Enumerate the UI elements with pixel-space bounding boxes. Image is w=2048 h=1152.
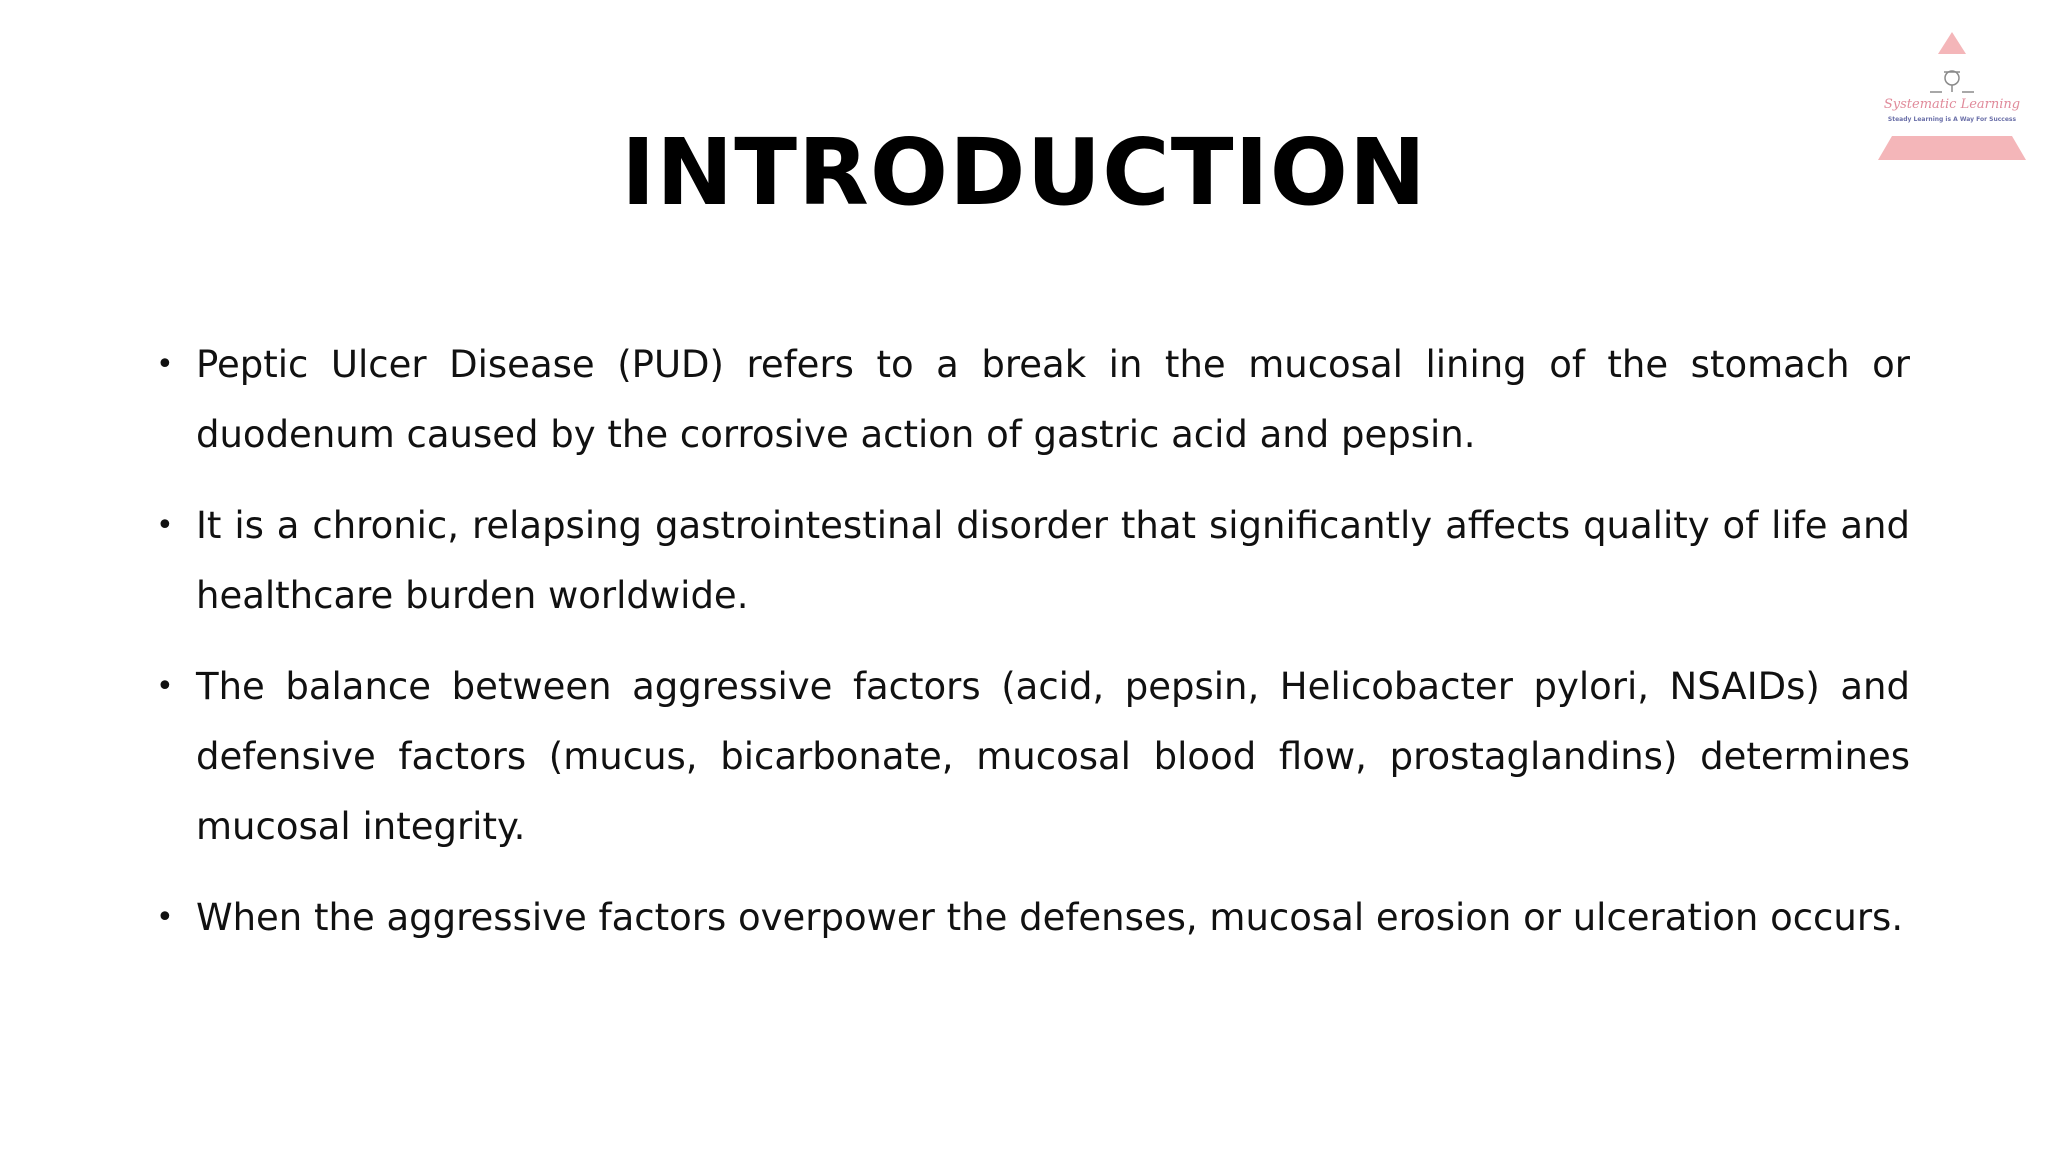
bullet-text: When the aggressive factors overpower the defenses, mucosal erosion or ulceration occurs.	[196, 896, 1904, 939]
bullet-item	[150, 330, 1910, 470]
bullet-dot: •	[156, 347, 174, 382]
bullet-item	[150, 652, 1910, 862]
bullet-item	[150, 883, 1910, 953]
bullet-text: Peptic Ulcer Disease (PUD) refers to a break in the mucosal lining of the stomach or duodenum caused by the corrosive action of gastric acid and pepsin.	[196, 343, 1910, 456]
logo-name-text: Systematic Learning	[1883, 97, 2021, 112]
bullet-dot: •	[156, 508, 174, 543]
logo-base-trapezoid	[1878, 136, 2026, 160]
bullet-text: The balance between aggressive factors (acid, pepsin, Helicobacter pylori, NSAIDs) and defensive factors (mucus, bicarbonate, mucosal blood flow, prostaglandins) determines mucosal integrity.	[196, 665, 1910, 848]
bullet-item	[150, 491, 1910, 631]
logo-tagline-text: Steady Learning is A Way For Success	[1887, 116, 2017, 123]
slide-title: INTRODUCTION	[621, 119, 1427, 226]
logo-top-triangle	[1938, 32, 1966, 54]
bullet-dot: •	[156, 900, 174, 935]
bullet-text: It is a chronic, relapsing gastrointestinal disorder that significantly affects quality of life and healthcare burden worldwide.	[196, 504, 1910, 617]
logo-graphic	[1872, 30, 2032, 162]
bullet-list	[150, 330, 1910, 974]
bullet-dot: •	[156, 669, 174, 704]
systematic-learning-logo	[1872, 30, 2032, 162]
logo-emblem-icon	[1930, 71, 1974, 92]
